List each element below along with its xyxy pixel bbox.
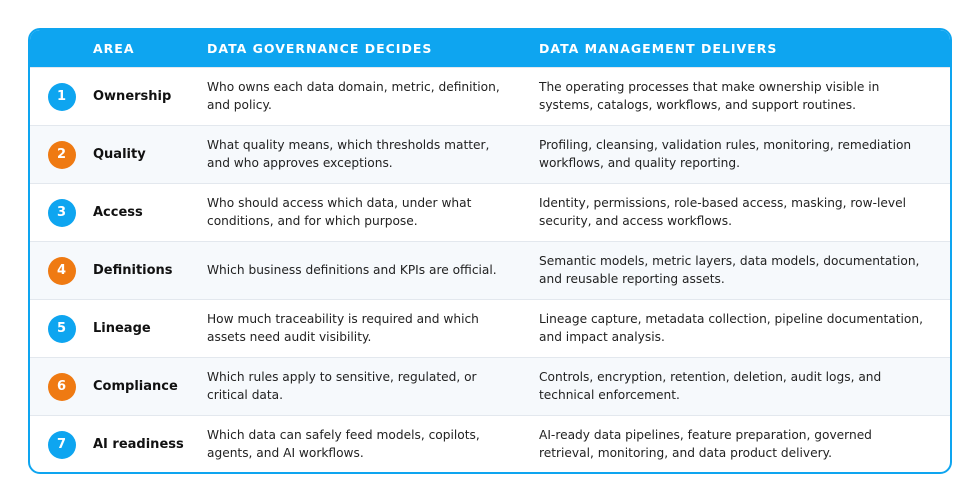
header-governance: DATA GOVERNANCE DECIDES xyxy=(207,41,433,56)
row-governance: Who should access which data, under what conditions, and for which purpose. xyxy=(207,196,472,228)
table-row xyxy=(30,125,950,183)
row-area: Definitions xyxy=(93,262,173,278)
row-area: Quality xyxy=(93,146,146,162)
row-governance: How much traceability is required and which assets need audit visibility. xyxy=(207,312,479,344)
table-row xyxy=(30,415,950,473)
row-management: Profiling, cleansing, validation rules, monitoring, remediation workflows, and quality reporting. xyxy=(539,138,912,170)
row-number-badge: 6 xyxy=(48,373,76,401)
row-number-badge: 2 xyxy=(48,141,76,169)
row-number-badge: 5 xyxy=(48,315,76,343)
row-governance: Who owns each data domain, metric, definition, and policy. xyxy=(207,80,500,112)
row-number-badge: 1 xyxy=(48,83,76,111)
row-management: Identity, permissions, role-based access, masking, row-level security, and access workflows. xyxy=(539,196,906,228)
row-management: The operating processes that make ownership visible in systems, catalogs, workflows, and support routines. xyxy=(539,80,880,112)
row-number-badge: 7 xyxy=(48,431,76,459)
table-row xyxy=(30,299,950,357)
row-area: Lineage xyxy=(93,320,151,336)
table-row xyxy=(30,183,950,241)
table-row xyxy=(30,67,950,125)
governance-table xyxy=(28,28,952,474)
row-number-badge: 3 xyxy=(48,199,76,227)
row-management: AI-ready data pipelines, feature preparation, governed retrieval, monitoring, and data product delivery. xyxy=(539,428,872,460)
table-row xyxy=(30,241,950,299)
header-management: DATA MANAGEMENT DELIVERS xyxy=(539,41,778,56)
row-governance: Which rules apply to sensitive, regulated, or critical data. xyxy=(207,370,477,402)
table-row xyxy=(30,357,950,415)
header-area: AREA xyxy=(93,41,135,56)
row-management: Lineage capture, metadata collection, pipeline documentation, and impact analysis. xyxy=(539,312,923,344)
row-management: Semantic models, metric layers, data models, documentation, and reusable reporting assets. xyxy=(539,254,920,286)
row-number-badge: 4 xyxy=(48,257,76,285)
row-area: Ownership xyxy=(93,88,172,104)
row-management: Controls, encryption, retention, deletion, audit logs, and technical enforcement. xyxy=(539,370,882,402)
row-governance: What quality means, which thresholds matter, and who approves exceptions. xyxy=(207,138,490,170)
row-area: Access xyxy=(93,204,143,220)
row-area: Compliance xyxy=(93,378,178,394)
row-area: AI readiness xyxy=(93,436,184,452)
row-governance: Which business definitions and KPIs are official. xyxy=(207,262,497,277)
table-header xyxy=(30,30,950,67)
row-governance: Which data can safely feed models, copilots, agents, and AI workflows. xyxy=(207,428,480,460)
